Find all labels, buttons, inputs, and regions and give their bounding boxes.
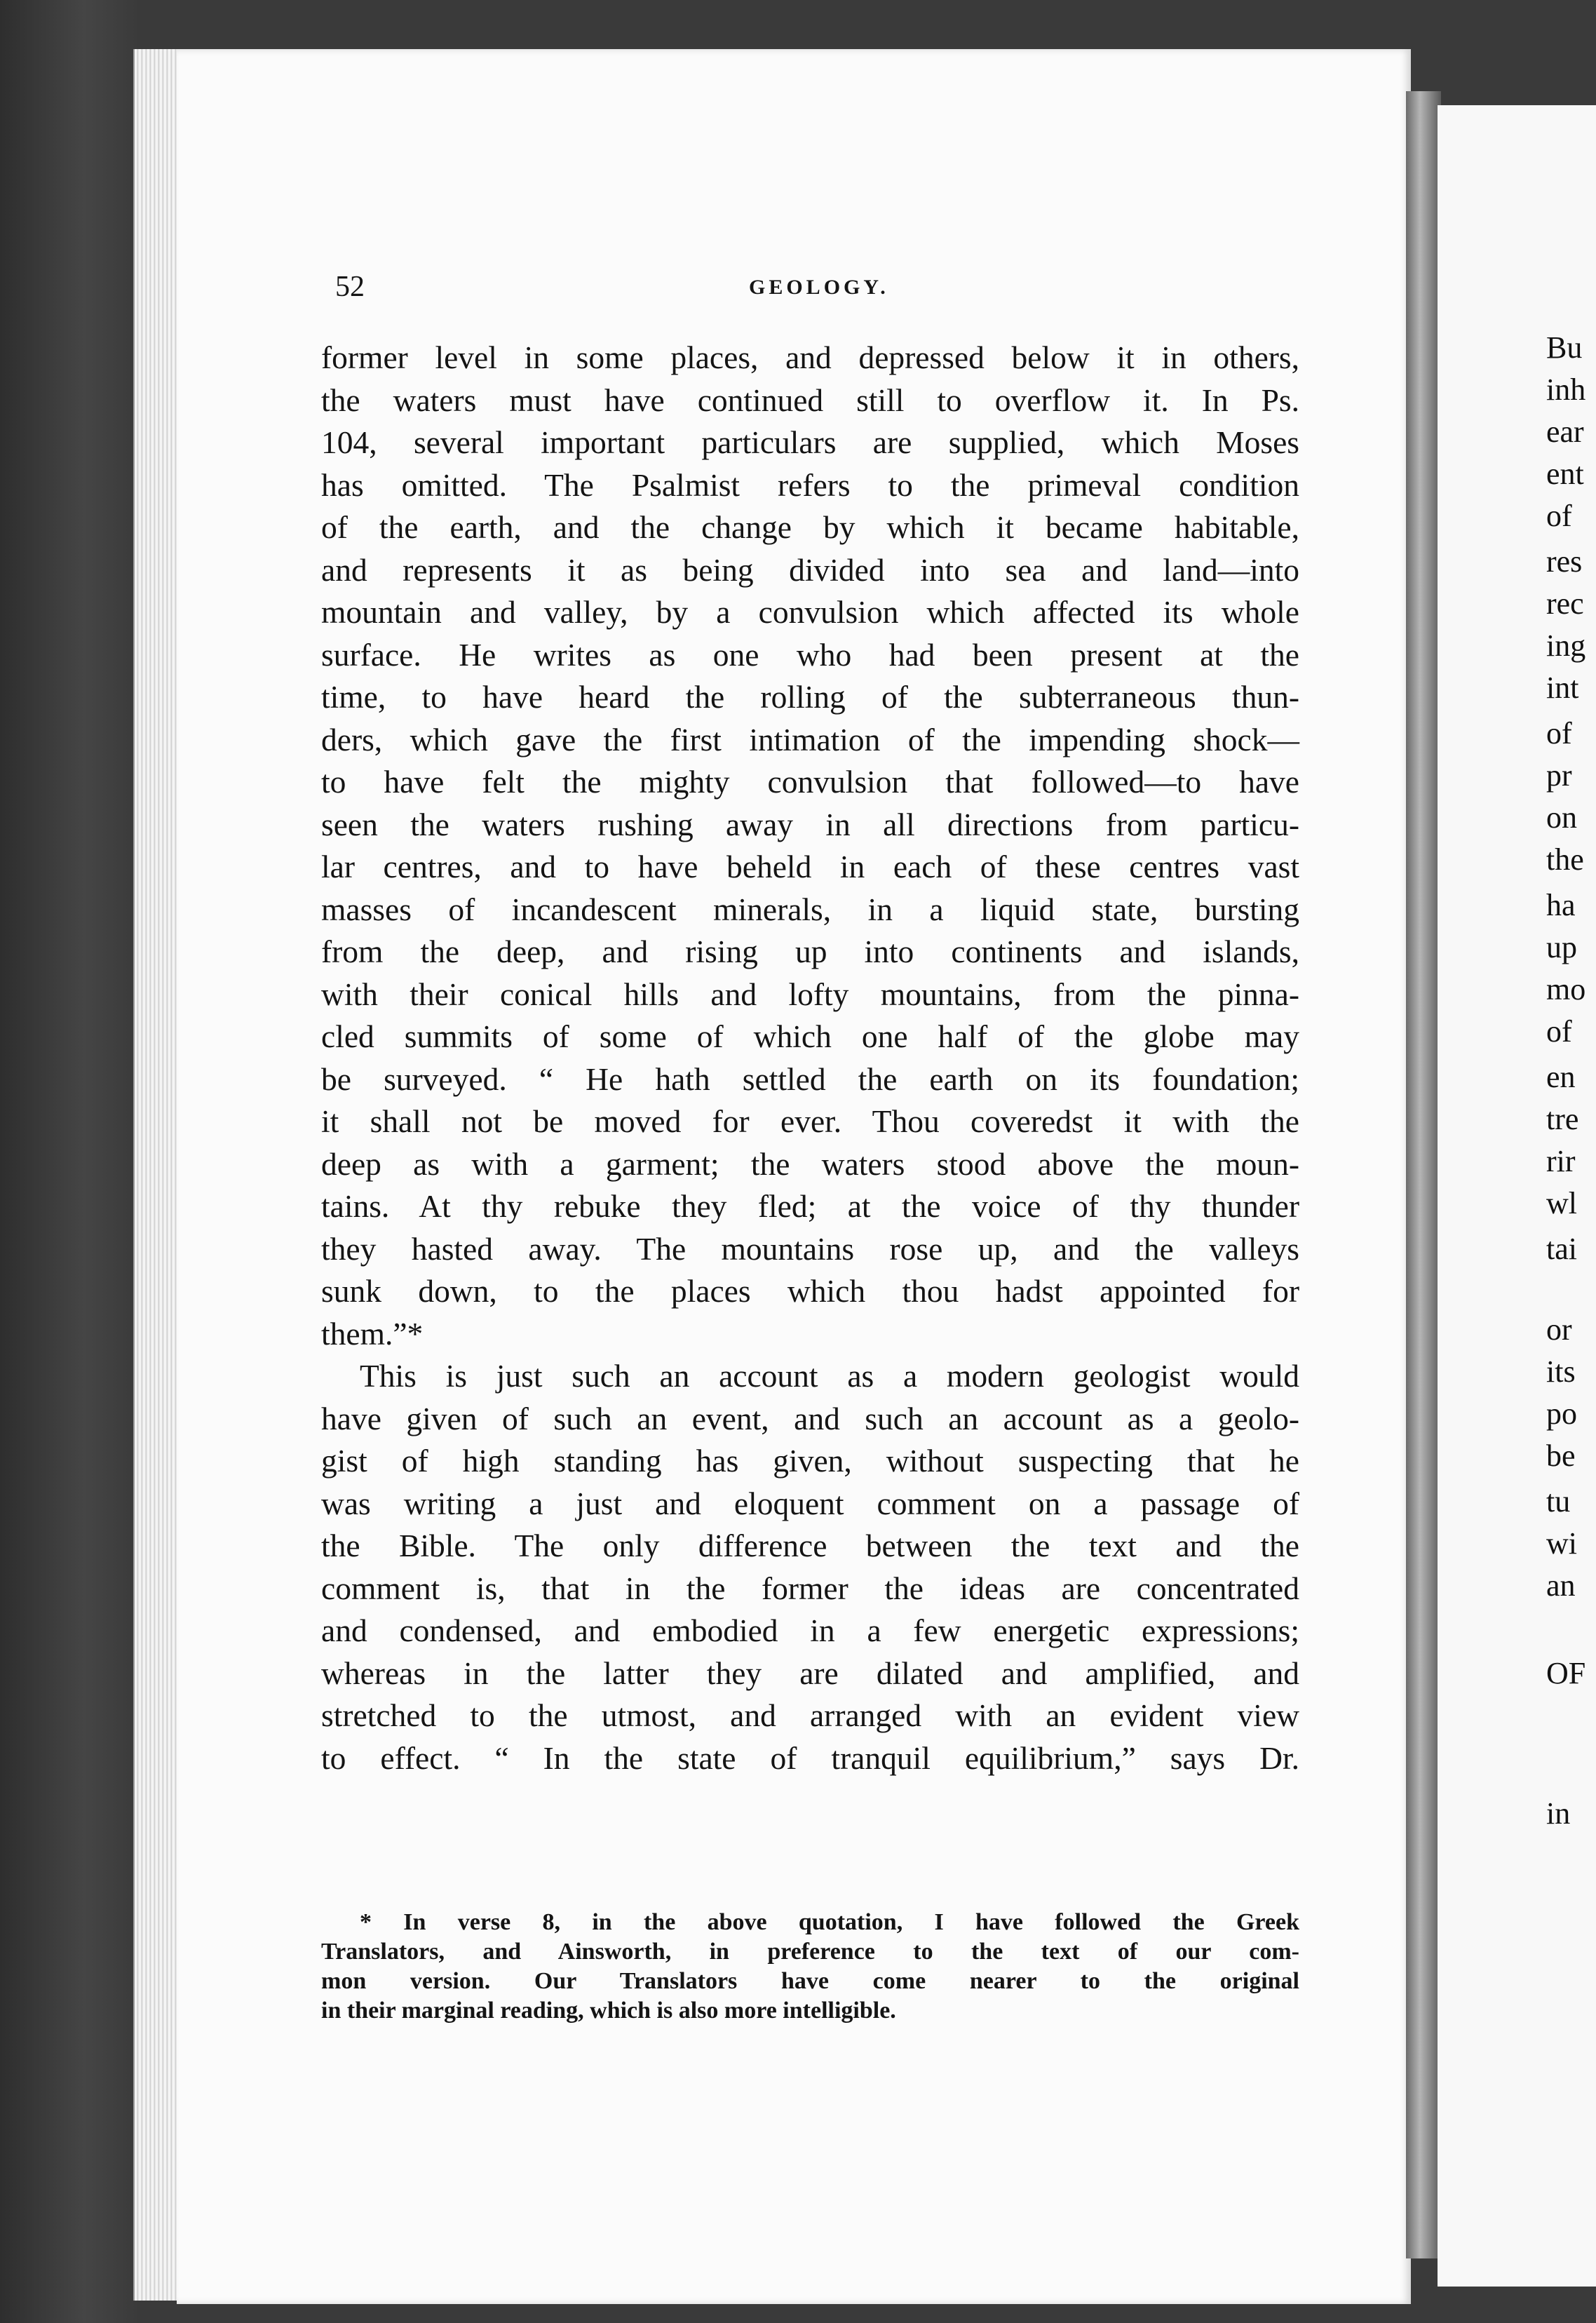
facing-page-fragment: OF <box>1546 1656 1586 1690</box>
text-line: stretched to the utmost, and arranged with an evident view <box>321 1697 1299 1733</box>
facing-page-fragment: its <box>1546 1354 1576 1389</box>
text-line: it shall not be moved for ever. Thou coveredst it with the <box>321 1103 1299 1139</box>
facing-page-fragment: res <box>1546 544 1583 579</box>
facing-page-fragment: pr <box>1546 758 1572 793</box>
text-line: was writing a just and eloquent comment on a passage of <box>321 1485 1299 1521</box>
facing-page-fragment: Bu <box>1546 330 1583 365</box>
text-line: from the deep, and rising up into continents and islands, <box>321 934 1299 969</box>
facing-page-fragment: mo <box>1546 972 1586 1006</box>
facing-page-fragment: ent <box>1546 457 1584 491</box>
text-line: the Bible. The only difference between the text and the <box>321 1528 1299 1563</box>
facing-page-fragment: ha <box>1546 888 1576 922</box>
text-line: masses of incandescent minerals, in a liquid state, bursting <box>321 891 1299 927</box>
text-line: This is just such an account as a modern geologist would <box>360 1358 1299 1394</box>
text-line: deep as with a garment; the waters stood above the moun- <box>321 1145 1299 1182</box>
text-line: they hasted away. The mountains rose up, and the valleys <box>321 1230 1299 1267</box>
facing-page-fragment: po <box>1546 1396 1577 1431</box>
text-line: cled summits of some of which one half of the globe may <box>321 1018 1299 1054</box>
facing-page-fragment: or <box>1546 1312 1572 1347</box>
facing-page-fragment: en <box>1546 1060 1576 1094</box>
text-line: sunk down, to the places which thou hadst appointed for <box>321 1273 1299 1309</box>
text-line: lar centres, and to have beheld in each of these centres vast <box>321 849 1299 884</box>
facing-page-fragment: an <box>1546 1568 1576 1603</box>
facing-page-fragment: rir <box>1546 1144 1576 1178</box>
facing-page-fragment: of <box>1546 499 1572 533</box>
page-header <box>335 270 1303 312</box>
facing-page-fragment: of <box>1546 1014 1572 1049</box>
text-line: comment is, that in the former the ideas are concentrated <box>321 1570 1299 1606</box>
footnote-line: Translators, and Ainsworth, in preference to the text of our com- <box>321 1939 1299 1965</box>
facing-page-fragment: ear <box>1546 415 1584 449</box>
facing-page-fragment: wi <box>1546 1526 1577 1561</box>
facing-page-fragment: tu <box>1546 1484 1571 1519</box>
text-line: of the earth, and the change by which it became habitable, <box>321 509 1299 545</box>
text-line: and represents it as being divided into sea and land—into <box>321 551 1299 588</box>
footnote-line: in their marginal reading, which is also more intelligible. <box>321 1998 896 2024</box>
facing-page-fragment: tre <box>1546 1102 1579 1136</box>
text-line: have given of such an event, and such an account as a geolo- <box>321 1400 1299 1436</box>
facing-page-fragment: int <box>1546 671 1579 705</box>
text-line: ders, which gave the first intimation of the impending shock— <box>321 721 1299 758</box>
text-line: them.”* <box>321 1315 424 1352</box>
page-number: 52 <box>335 271 365 303</box>
body-text <box>321 337 1299 1779</box>
facing-page-fragment: rec <box>1546 586 1584 621</box>
text-line: the waters must have continued still to overflow it. In Ps. <box>321 382 1299 418</box>
footnote <box>321 1908 1299 2026</box>
facing-page-fragment: wl <box>1546 1186 1577 1220</box>
facing-page-fragment: inh <box>1546 372 1586 407</box>
footnote-line: * In verse 8, in the above quotation, I have followed the Greek <box>360 1909 1299 1935</box>
text-line: former level in some places, and depressed below it in others, <box>321 339 1299 375</box>
text-line: to effect. “ In the state of tranquil equilibrium,” says Dr. <box>321 1739 1299 1776</box>
book-gutter <box>1406 91 1441 2258</box>
text-line: whereas in the latter they are dilated and amplified, and <box>321 1655 1299 1691</box>
text-line: and condensed, and embodied in a few energetic expressions; <box>321 1612 1299 1648</box>
text-line: has omitted. The Psalmist refers to the primeval condition <box>321 466 1299 503</box>
facing-page-fragment: be <box>1546 1439 1576 1473</box>
text-line: surface. He writes as one who had been present at the <box>321 636 1299 673</box>
facing-page-fragment: tai <box>1546 1232 1577 1266</box>
facing-page-fragment: on <box>1546 800 1577 835</box>
facing-page-fragment: of <box>1546 716 1572 750</box>
text-line: to have felt the mighty convulsion that followed—to have <box>321 764 1299 800</box>
text-line: 104, several important particulars are supplied, which Moses <box>321 424 1299 460</box>
facing-page-fragment: ing <box>1546 628 1586 663</box>
facing-page-fragment: in <box>1546 1796 1571 1831</box>
facing-page-fragment: up <box>1546 930 1577 964</box>
footnote-line: mon version. Our Translators have come nearer to the original <box>321 1968 1299 1994</box>
text-line: with their conical hills and lofty mountains, from the pinna- <box>321 976 1299 1012</box>
text-line: mountain and valley, by a convulsion which affected its whole <box>321 594 1299 630</box>
facing-page-fragment: the <box>1546 842 1584 877</box>
text-line: seen the waters rushing away in all directions from particu- <box>321 806 1299 842</box>
text-line: be surveyed. “ He hath settled the earth on its foundation; <box>321 1060 1299 1097</box>
text-line: gist of high standing has given, without suspecting that he <box>321 1443 1299 1479</box>
running-head: GEOLOGY. <box>749 276 889 299</box>
text-line: time, to have heard the rolling of the subterraneous thun- <box>321 679 1299 715</box>
text-line: tains. At thy rebuke they fled; at the voice of thy thunder <box>321 1188 1299 1224</box>
